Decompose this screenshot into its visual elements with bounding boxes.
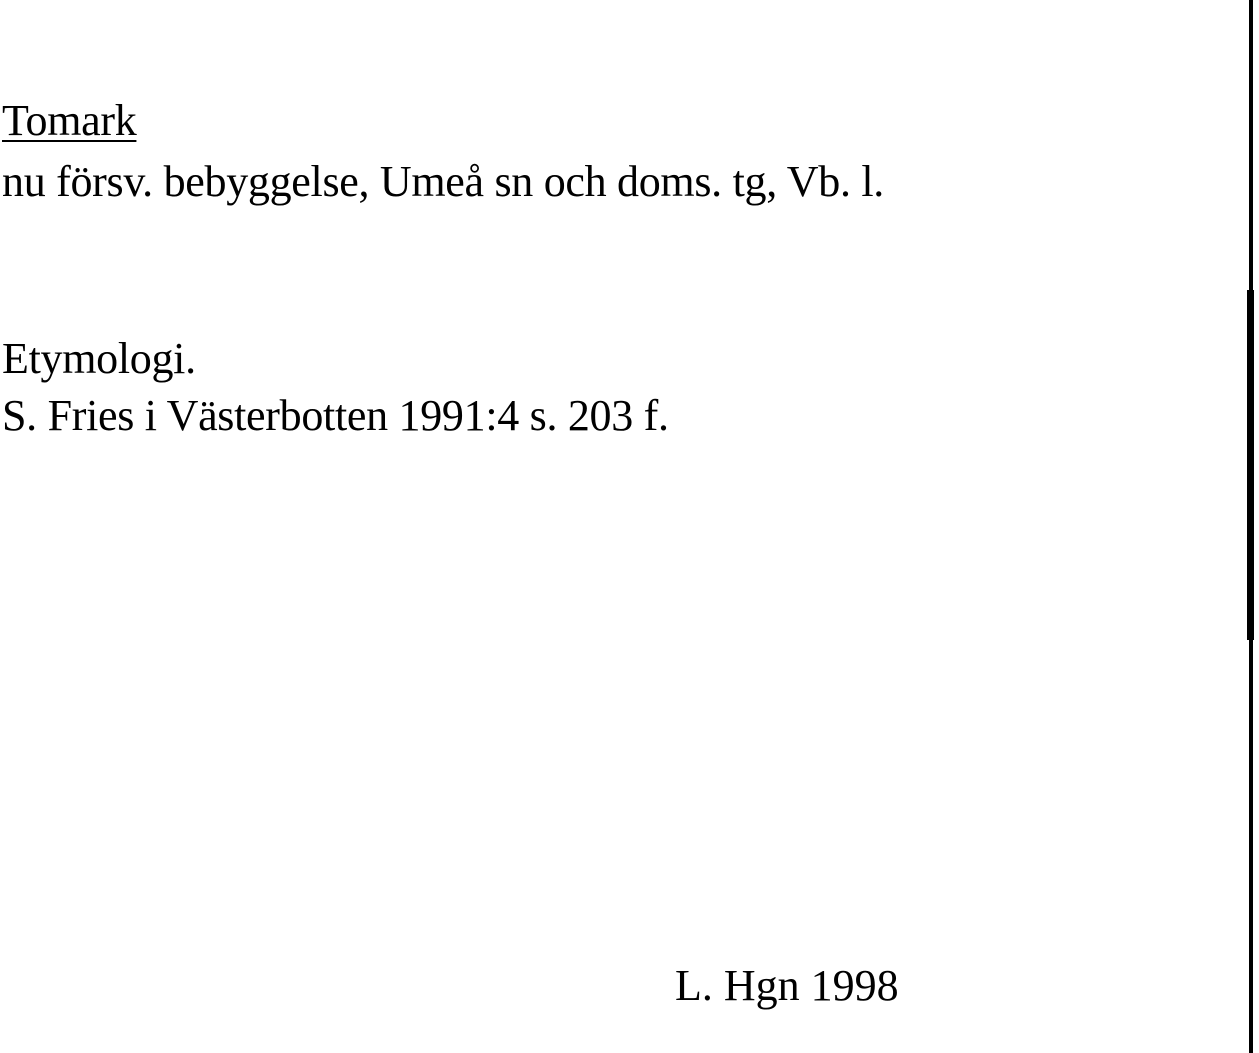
card-edge-shadow [1247,290,1254,640]
headword: Tomark [2,96,137,145]
section-heading: Etymologi. [2,334,196,383]
place-description: nu försv. bebyggelse, Umeå sn och doms. tg, Vb. l. [2,157,884,206]
signature-line: L. Hgn 1998 [675,961,899,1010]
bibliographic-reference: S. Fries i Västerbotten 1991:4 s. 203 f. [2,391,669,440]
